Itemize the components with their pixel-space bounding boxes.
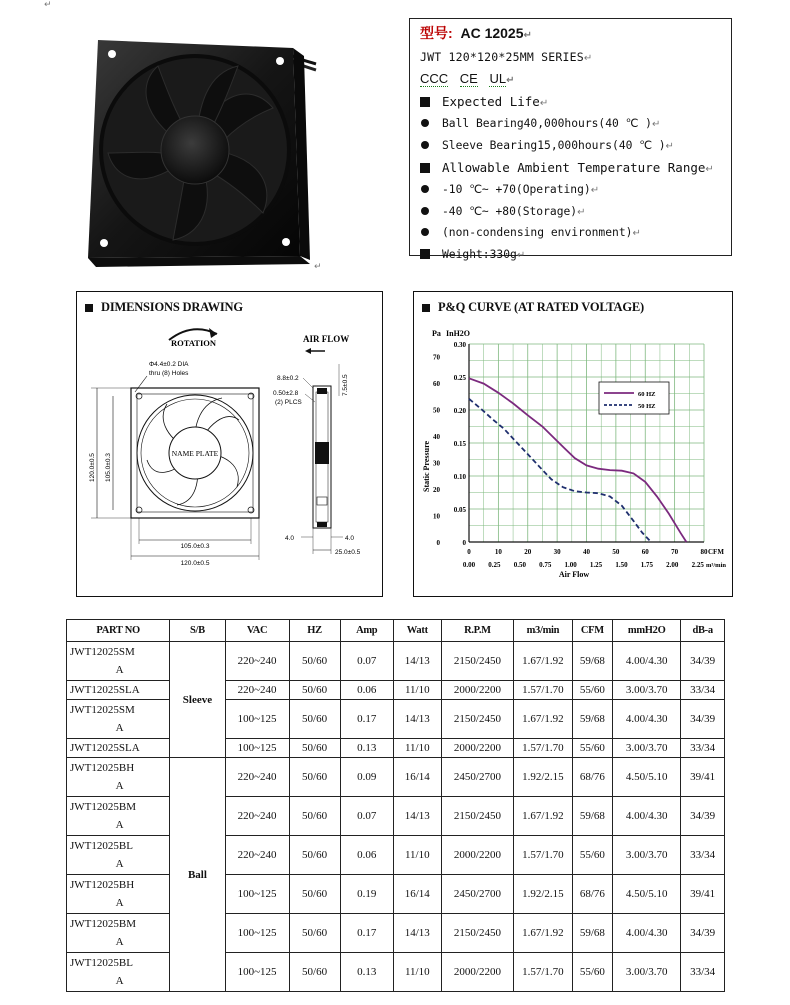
model-line: 型号: AC 12025↵ xyxy=(420,25,532,41)
cell-mmh2o: 3.00/3.70 xyxy=(613,739,681,758)
x-axis-label: Air Flow xyxy=(558,570,590,579)
y-tick-label-pa: 0 xyxy=(436,539,440,547)
y-tick-label-pa: 10 xyxy=(433,512,440,521)
x-tick-label-cfm: 40 xyxy=(583,548,590,556)
y-tick-label-inh2o: 0 xyxy=(462,539,466,547)
cell-cfm: 55/60 xyxy=(572,953,612,992)
header-cell: VAC xyxy=(225,620,289,642)
sleeve-bearing-life: Sleeve Bearing15,000hours(40 ℃ )↵ xyxy=(420,136,721,158)
cell-amp: 0.13 xyxy=(340,953,393,992)
round-bullet-icon xyxy=(421,141,429,149)
cell-vac: 220~240 xyxy=(225,681,289,700)
cell-dba: 33/34 xyxy=(681,681,725,700)
airflow-label: AIR FLOW xyxy=(303,334,350,344)
model-label: 型号: xyxy=(420,25,453,41)
hole-note-1: Φ4.4±0.2 DIA xyxy=(149,361,189,368)
header-cell: PART NO xyxy=(67,620,170,642)
cell-amp: 0.17 xyxy=(340,914,393,953)
y-tick-label-pa: 20 xyxy=(433,486,440,495)
cell-mmh2o: 3.00/3.70 xyxy=(613,836,681,875)
cell-cfm: 68/76 xyxy=(572,758,612,797)
cell-watt: 11/10 xyxy=(393,953,441,992)
weight: Weight:330g↵ xyxy=(420,245,721,267)
cell-rpm: 2150/2450 xyxy=(441,642,513,681)
x-tick-label-m3: 2.00 xyxy=(666,561,679,569)
cell-watt: 14/13 xyxy=(393,700,441,739)
table-row xyxy=(67,642,725,681)
cell-hz: 50/60 xyxy=(289,739,340,758)
part-no-cell: JWT12025SLA xyxy=(67,681,170,700)
name-plate-label: NAME PLATE xyxy=(171,449,219,458)
cell-vac: 220~240 xyxy=(225,758,289,797)
cell-rpm: 2000/2200 xyxy=(441,739,513,758)
header-cell: mmH2O xyxy=(613,620,681,642)
x-tick-label-cfm: 50 xyxy=(612,548,620,556)
cell-vac: 100~125 xyxy=(225,953,289,992)
cell-rpm: 2000/2200 xyxy=(441,836,513,875)
cell-m3: 1.67/1.92 xyxy=(514,642,573,681)
cell-vac: 100~125 xyxy=(225,700,289,739)
cell-dba: 34/39 xyxy=(681,914,725,953)
cell-amp: 0.17 xyxy=(340,700,393,739)
dim-105-vertical: 105.0±0.3 xyxy=(105,453,112,482)
y-tick-label-pa: 40 xyxy=(433,433,440,442)
legend-label-1: 50 HZ xyxy=(638,403,656,410)
x-tick-label-cfm: 30 xyxy=(553,548,561,556)
cell-cfm: 59/68 xyxy=(572,642,612,681)
dim-0-50: 0.50±2.8 xyxy=(273,390,299,397)
temperature-title: Allowable Ambient Temperature Range↵ xyxy=(420,158,721,181)
dim-25: 25.0±0.5 xyxy=(335,549,361,556)
cell-cfm: 55/60 xyxy=(572,681,612,700)
cell-m3: 1.67/1.92 xyxy=(514,797,573,836)
cell-hz: 50/60 xyxy=(289,797,340,836)
table-row xyxy=(67,953,725,992)
cell-vac: 220~240 xyxy=(225,797,289,836)
certifications: CCC CE UL↵ xyxy=(420,71,515,87)
y-tick-label-pa: 30 xyxy=(433,459,440,468)
cell-dba: 34/39 xyxy=(681,642,725,681)
header-cell: CFM xyxy=(572,620,612,642)
bearing-type-cell: Ball xyxy=(170,758,225,992)
part-no-cell: JWT12025BH A xyxy=(67,758,170,797)
y-tick-label-inh2o: 0.15 xyxy=(453,440,466,448)
cell-watt: 14/13 xyxy=(393,914,441,953)
cell-m3: 1.92/2.15 xyxy=(514,875,573,914)
cell-dba: 33/34 xyxy=(681,953,725,992)
header-cell: Amp xyxy=(340,620,393,642)
cell-rpm: 2000/2200 xyxy=(441,681,513,700)
y-tick-label-pa: 70 xyxy=(433,353,440,362)
part-no-cell: JWT12025BH A xyxy=(67,875,170,914)
dim-105-horizontal: 105.0±0.3 xyxy=(180,543,210,550)
cell-hz: 50/60 xyxy=(289,836,340,875)
x-tick-label-m3: 1.00 xyxy=(564,561,577,569)
cell-watt: 14/13 xyxy=(393,642,441,681)
table-row xyxy=(67,797,725,836)
table-row xyxy=(67,914,725,953)
x-tick-label-m3: 0.75 xyxy=(539,561,552,569)
fan-photo xyxy=(78,28,318,268)
cell-cfm: 59/68 xyxy=(572,700,612,739)
round-bullet-icon xyxy=(421,185,429,193)
cell-hz: 50/60 xyxy=(289,875,340,914)
x-tick-label-cfm: 60 xyxy=(641,548,649,556)
y-tick-label-inh2o: 0.05 xyxy=(453,506,466,514)
cell-vac: 100~125 xyxy=(225,875,289,914)
cell-m3: 1.67/1.92 xyxy=(514,700,573,739)
y-unit-inh2o: InH2O xyxy=(446,329,471,338)
cell-hz: 50/60 xyxy=(289,914,340,953)
round-bullet-icon xyxy=(421,207,429,215)
cell-mmh2o: 4.50/5.10 xyxy=(613,875,681,914)
cell-mmh2o: 3.00/3.70 xyxy=(613,953,681,992)
x-tick-label-m3: 1.25 xyxy=(589,561,603,569)
cell-rpm: 2150/2450 xyxy=(441,797,513,836)
square-bullet-icon xyxy=(420,249,430,259)
table-row xyxy=(67,875,725,914)
paragraph-mark: ↵ xyxy=(314,262,322,272)
x-unit-m3: m³/min xyxy=(706,562,727,569)
cell-m3: 1.67/1.92 xyxy=(514,914,573,953)
cell-vac: 220~240 xyxy=(225,836,289,875)
cell-hz: 50/60 xyxy=(289,953,340,992)
y-tick-label-pa: 60 xyxy=(433,380,440,389)
part-no-cell: JWT12025BL A xyxy=(67,953,170,992)
cell-vac: 100~125 xyxy=(225,914,289,953)
cell-amp: 0.13 xyxy=(340,739,393,758)
header-cell: dB-a xyxy=(681,620,725,642)
header-cell: R.P.M xyxy=(441,620,513,642)
dim-8-8: 8.8±0.2 xyxy=(277,375,299,382)
part-no-cell: JWT12025SM A xyxy=(67,642,170,681)
expected-life-title: Expected Life↵ xyxy=(420,92,721,115)
cell-dba: 34/39 xyxy=(681,797,725,836)
pq-curve-panel xyxy=(413,291,733,597)
legend-box xyxy=(599,382,669,414)
cell-dba: 33/34 xyxy=(681,836,725,875)
round-bullet-icon xyxy=(421,119,429,127)
table-row xyxy=(67,681,725,700)
cell-watt: 14/13 xyxy=(393,797,441,836)
cell-cfm: 68/76 xyxy=(572,875,612,914)
cell-m3: 1.57/1.70 xyxy=(514,836,573,875)
cell-amp: 0.19 xyxy=(340,875,393,914)
ball-bearing-life: Ball Bearing40,000hours(40 ℃ )↵ xyxy=(420,114,721,136)
x-tick-label-cfm: 70 xyxy=(671,548,679,556)
cert-ccc: CCC xyxy=(420,71,449,87)
cell-hz: 50/60 xyxy=(289,700,340,739)
x-tick-label-m3: 0.50 xyxy=(513,561,526,569)
cell-amp: 0.06 xyxy=(340,836,393,875)
dim-4-0-left: 4.0 xyxy=(285,535,295,542)
y-tick-label-inh2o: 0.25 xyxy=(453,374,466,382)
spec-table xyxy=(66,619,725,992)
dim-120-horizontal: 120.0±0.5 xyxy=(180,560,210,567)
cell-dba: 39/41 xyxy=(681,875,725,914)
cell-watt: 11/10 xyxy=(393,681,441,700)
y-tick-label-inh2o: 0.20 xyxy=(453,407,466,415)
cell-rpm: 2450/2700 xyxy=(441,758,513,797)
cell-mmh2o: 4.00/4.30 xyxy=(613,642,681,681)
x-tick-label-m3: 0.25 xyxy=(488,561,501,569)
cell-cfm: 55/60 xyxy=(572,739,612,758)
cell-mmh2o: 4.00/4.30 xyxy=(613,797,681,836)
table-row xyxy=(67,836,725,875)
y-tick-label-inh2o: 0.10 xyxy=(453,473,466,481)
cell-mmh2o: 4.50/5.10 xyxy=(613,758,681,797)
table-row xyxy=(67,758,725,797)
cell-hz: 50/60 xyxy=(289,758,340,797)
operating-temp: -10 ℃~ +70(Operating)↵ xyxy=(420,180,721,202)
header-cell: S/B xyxy=(170,620,225,642)
cell-amp: 0.07 xyxy=(340,642,393,681)
y-unit-pa: Pa xyxy=(432,329,441,338)
dim-120-vertical: 120.0±0.5 xyxy=(89,453,96,482)
cell-amp: 0.07 xyxy=(340,797,393,836)
part-no-cell: JWT12025BL A xyxy=(67,836,170,875)
cell-mmh2o: 4.00/4.30 xyxy=(613,914,681,953)
square-bullet-icon xyxy=(420,163,430,173)
cell-m3: 1.92/2.15 xyxy=(514,758,573,797)
cell-m3: 1.57/1.70 xyxy=(514,739,573,758)
cell-watt: 11/10 xyxy=(393,836,441,875)
x-tick-label-m3: 1.50 xyxy=(615,561,628,569)
x-tick-label-m3: 1.75 xyxy=(640,561,654,569)
cell-amp: 0.06 xyxy=(340,681,393,700)
x-unit-cfm: CFM xyxy=(708,548,724,556)
hole-note-2: thru (8) Holes xyxy=(149,370,189,377)
square-bullet-icon xyxy=(420,97,430,107)
part-no-cell: JWT12025SM A xyxy=(67,700,170,739)
spec-box xyxy=(409,18,732,261)
cell-hz: 50/60 xyxy=(289,681,340,700)
header-cell: Watt xyxy=(393,620,441,642)
x-tick-label-m3: 2.25 xyxy=(691,561,704,569)
dimensions-drawing xyxy=(77,292,382,596)
dim-4-0-right: 4.0 xyxy=(345,535,355,542)
cell-cfm: 59/68 xyxy=(572,914,612,953)
cell-rpm: 2000/2200 xyxy=(441,953,513,992)
cert-ce: CE xyxy=(459,71,478,87)
cell-amp: 0.09 xyxy=(340,758,393,797)
cell-rpm: 2450/2700 xyxy=(441,875,513,914)
non-condensing-note: (non-condensing environment)↵ xyxy=(420,223,721,245)
series-line: JWT 120*120*25MM SERIES↵ xyxy=(420,49,593,64)
x-tick-label-cfm: 0 xyxy=(467,548,471,556)
cell-dba: 34/39 xyxy=(681,700,725,739)
header-cell: m3/min xyxy=(514,620,573,642)
cell-m3: 1.57/1.70 xyxy=(514,681,573,700)
y-tick-label-pa: 50 xyxy=(433,406,440,415)
part-no-cell: JWT12025BM A xyxy=(67,797,170,836)
pq-title: P&Q CURVE (AT RATED VOLTAGE) xyxy=(422,300,644,315)
dim-plcs: (2) PLCS xyxy=(275,399,302,406)
x-tick-label-cfm: 20 xyxy=(524,548,532,556)
cell-watt: 16/14 xyxy=(393,875,441,914)
table-row xyxy=(67,739,725,758)
cell-rpm: 2150/2450 xyxy=(441,700,513,739)
cell-watt: 11/10 xyxy=(393,739,441,758)
cert-ul: UL xyxy=(489,71,507,87)
legend-label-0: 60 HZ xyxy=(638,391,656,398)
model-number: AC 12025 xyxy=(460,25,524,41)
y-axis-label: Static Pressure xyxy=(422,440,431,492)
cell-cfm: 55/60 xyxy=(572,836,612,875)
storage-temp: -40 ℃~ +80(Storage)↵ xyxy=(420,202,721,224)
dimensions-panel xyxy=(76,291,383,597)
x-tick-label-m3: 0.00 xyxy=(462,561,476,569)
header-cell: HZ xyxy=(289,620,340,642)
cell-rpm: 2150/2450 xyxy=(441,914,513,953)
cell-m3: 1.57/1.70 xyxy=(514,953,573,992)
cell-hz: 50/60 xyxy=(289,642,340,681)
cell-watt: 16/14 xyxy=(393,758,441,797)
table-header-row xyxy=(67,620,725,642)
x-tick-label-cfm: 80 xyxy=(700,548,708,556)
table-row xyxy=(67,700,725,739)
cell-vac: 220~240 xyxy=(225,642,289,681)
dim-7-5: 7.5±0.5 xyxy=(342,374,349,396)
part-no-cell: JWT12025SLA xyxy=(67,739,170,758)
bearing-type-cell: Sleeve xyxy=(170,642,225,758)
rotation-label: ROTATION xyxy=(171,338,217,348)
paragraph-mark: ↵ xyxy=(44,0,52,10)
dimensions-title: DIMENSIONS DRAWING xyxy=(85,300,243,315)
x-tick-label-cfm: 10 xyxy=(494,548,502,556)
round-bullet-icon xyxy=(421,228,429,236)
cell-cfm: 59/68 xyxy=(572,797,612,836)
y-tick-label-inh2o: 0.30 xyxy=(453,341,466,349)
cell-dba: 33/34 xyxy=(681,739,725,758)
cell-mmh2o: 3.00/3.70 xyxy=(613,681,681,700)
cell-mmh2o: 4.00/4.30 xyxy=(613,700,681,739)
cell-dba: 39/41 xyxy=(681,758,725,797)
part-no-cell: JWT12025BM A xyxy=(67,914,170,953)
cell-vac: 100~125 xyxy=(225,739,289,758)
pq-chart xyxy=(414,292,732,596)
